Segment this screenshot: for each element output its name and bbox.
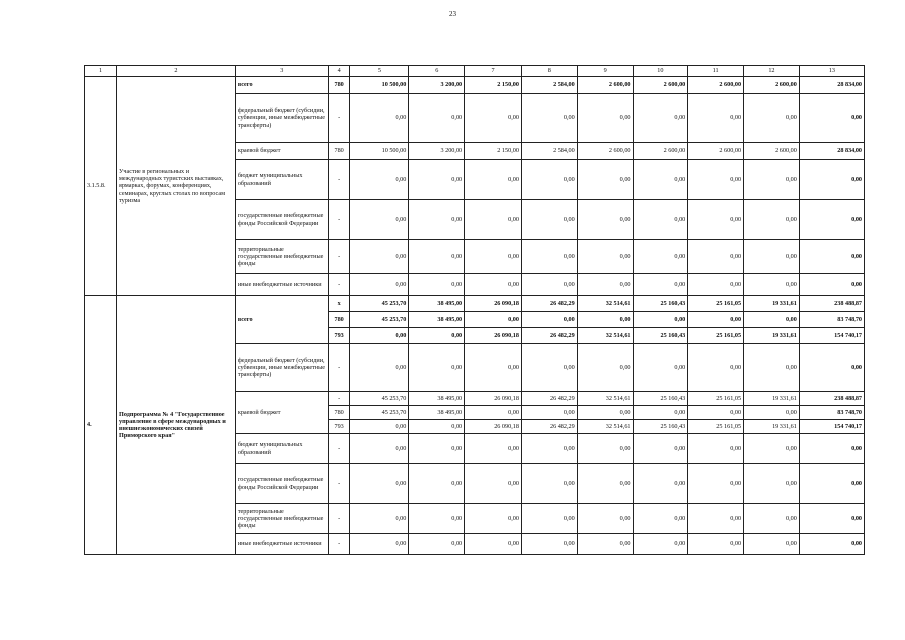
value-cell: 0,00 <box>465 312 522 328</box>
code-cell: - <box>328 344 350 392</box>
funding-source-label: всего <box>235 77 328 94</box>
value-cell: 0,00 <box>409 434 465 464</box>
column-number: 3 <box>235 66 328 77</box>
value-cell: 26 482,29 <box>521 392 577 406</box>
code-cell: х <box>328 296 350 312</box>
code-cell: - <box>328 200 350 240</box>
value-cell: 0,00 <box>744 312 800 328</box>
value-cell: 0,00 <box>577 464 633 504</box>
value-cell: 0,00 <box>409 504 465 534</box>
code-cell: - <box>328 504 350 534</box>
code-cell: 780 <box>328 312 350 328</box>
value-cell: 0,00 <box>744 406 800 420</box>
item-name: Подпрограмма № 4 "Государственное управление в сфере международных и внешнеэкономических связей Приморского края" <box>117 296 236 555</box>
value-cell: 0,00 <box>688 200 744 240</box>
value-cell: 0,00 <box>350 420 409 434</box>
value-cell: 0,00 <box>409 94 465 143</box>
total-cell: 0,00 <box>799 464 864 504</box>
value-cell: 2 584,00 <box>521 77 577 94</box>
total-cell: 0,00 <box>799 504 864 534</box>
value-cell: 0,00 <box>688 464 744 504</box>
value-cell: 0,00 <box>350 274 409 296</box>
value-cell: 26 090,18 <box>465 296 522 312</box>
value-cell: 0,00 <box>744 434 800 464</box>
code-cell: - <box>328 392 350 406</box>
total-cell: 154 740,17 <box>799 328 864 344</box>
value-cell: 0,00 <box>633 434 688 464</box>
value-cell: 0,00 <box>409 534 465 555</box>
value-cell: 0,00 <box>688 94 744 143</box>
value-cell: 0,00 <box>521 200 577 240</box>
value-cell: 0,00 <box>521 240 577 274</box>
column-number: 10 <box>633 66 688 77</box>
total-cell: 154 740,17 <box>799 420 864 434</box>
value-cell: 0,00 <box>633 200 688 240</box>
value-cell: 0,00 <box>744 344 800 392</box>
value-cell: 10 500,00 <box>350 77 409 94</box>
column-number: 11 <box>688 66 744 77</box>
value-cell: 32 514,61 <box>577 328 633 344</box>
value-cell: 2 150,00 <box>465 143 522 160</box>
value-cell: 0,00 <box>350 240 409 274</box>
value-cell: 0,00 <box>521 94 577 143</box>
value-cell: 0,00 <box>409 200 465 240</box>
code-cell: 793 <box>328 328 350 344</box>
value-cell: 0,00 <box>465 160 522 200</box>
column-number: 7 <box>465 66 522 77</box>
value-cell: 0,00 <box>409 240 465 274</box>
funding-source-label: всего <box>235 296 328 344</box>
funding-source-label: федеральный бюджет (субсидии, субвенции, иные межбюджетные трансферты) <box>235 344 328 392</box>
table-row <box>85 296 865 312</box>
value-cell: 19 331,61 <box>744 296 800 312</box>
value-cell: 38 495,00 <box>409 296 465 312</box>
column-number: 4 <box>328 66 350 77</box>
value-cell: 0,00 <box>521 344 577 392</box>
value-cell: 0,00 <box>633 344 688 392</box>
value-cell: 0,00 <box>409 328 465 344</box>
value-cell: 32 514,61 <box>577 420 633 434</box>
value-cell: 0,00 <box>521 160 577 200</box>
value-cell: 0,00 <box>465 406 522 420</box>
funding-source-label: краевой бюджет <box>235 392 328 434</box>
funding-source-label: бюджет муниципальных образований <box>235 434 328 464</box>
value-cell: 2 600,00 <box>688 77 744 94</box>
value-cell: 25 161,05 <box>688 420 744 434</box>
value-cell: 0,00 <box>688 240 744 274</box>
value-cell: 25 161,05 <box>688 296 744 312</box>
value-cell: 2 600,00 <box>744 143 800 160</box>
value-cell: 0,00 <box>633 464 688 504</box>
value-cell: 2 600,00 <box>633 143 688 160</box>
total-cell: 0,00 <box>799 434 864 464</box>
value-cell: 0,00 <box>521 274 577 296</box>
value-cell: 0,00 <box>465 344 522 392</box>
total-cell: 0,00 <box>799 94 864 143</box>
value-cell: 0,00 <box>465 274 522 296</box>
code-cell: 780 <box>328 77 350 94</box>
funding-source-label: бюджет муниципальных образований <box>235 160 328 200</box>
value-cell: 25 160,43 <box>633 420 688 434</box>
table-row <box>85 77 865 94</box>
value-cell: 26 090,18 <box>465 328 522 344</box>
total-cell: 28 834,00 <box>799 77 864 94</box>
value-cell: 0,00 <box>577 200 633 240</box>
value-cell: 0,00 <box>465 464 522 504</box>
value-cell: 0,00 <box>633 240 688 274</box>
value-cell: 0,00 <box>577 94 633 143</box>
value-cell: 45 253,70 <box>350 296 409 312</box>
value-cell: 45 253,70 <box>350 312 409 328</box>
value-cell: 25 160,43 <box>633 328 688 344</box>
value-cell: 0,00 <box>521 464 577 504</box>
value-cell: 0,00 <box>521 406 577 420</box>
value-cell: 0,00 <box>577 504 633 534</box>
value-cell: 10 500,00 <box>350 143 409 160</box>
value-cell: 3 200,00 <box>409 77 465 94</box>
code-cell: - <box>328 434 350 464</box>
value-cell: 19 331,61 <box>744 392 800 406</box>
value-cell: 0,00 <box>350 200 409 240</box>
total-cell: 0,00 <box>799 240 864 274</box>
value-cell: 0,00 <box>409 274 465 296</box>
value-cell: 0,00 <box>577 534 633 555</box>
funding-source-label: государственные внебюджетные фонды Российской Федерации <box>235 200 328 240</box>
value-cell: 0,00 <box>744 504 800 534</box>
value-cell: 0,00 <box>577 344 633 392</box>
value-cell: 2 600,00 <box>577 77 633 94</box>
value-cell: 0,00 <box>521 534 577 555</box>
column-number: 9 <box>577 66 633 77</box>
funding-source-label: краевой бюджет <box>235 143 328 160</box>
column-number: 8 <box>521 66 577 77</box>
budget-table <box>84 65 865 555</box>
funding-source-label: территориальные государственные внебюджетные фонды <box>235 240 328 274</box>
value-cell: 0,00 <box>688 434 744 464</box>
value-cell: 0,00 <box>577 240 633 274</box>
value-cell: 19 331,61 <box>744 328 800 344</box>
value-cell: 38 495,00 <box>409 406 465 420</box>
funding-source-label: иные внебюджетные источники <box>235 534 328 555</box>
value-cell: 0,00 <box>409 344 465 392</box>
value-cell: 0,00 <box>465 240 522 274</box>
value-cell: 38 495,00 <box>409 392 465 406</box>
value-cell: 0,00 <box>633 406 688 420</box>
code-cell: - <box>328 534 350 555</box>
column-number-row <box>85 66 865 77</box>
code-cell: - <box>328 274 350 296</box>
value-cell: 0,00 <box>350 434 409 464</box>
value-cell: 0,00 <box>688 312 744 328</box>
value-cell: 25 161,05 <box>688 392 744 406</box>
value-cell: 0,00 <box>688 504 744 534</box>
total-cell: 0,00 <box>799 200 864 240</box>
column-number: 1 <box>85 66 117 77</box>
value-cell: 0,00 <box>465 534 522 555</box>
value-cell: 26 482,29 <box>521 328 577 344</box>
code-cell: 780 <box>328 406 350 420</box>
value-cell: 3 200,00 <box>409 143 465 160</box>
value-cell: 2 150,00 <box>465 77 522 94</box>
value-cell: 0,00 <box>633 312 688 328</box>
value-cell: 0,00 <box>521 504 577 534</box>
funding-source-label: федеральный бюджет (субсидии, субвенции, иные межбюджетные трансферты) <box>235 94 328 143</box>
code-cell: - <box>328 464 350 504</box>
code-cell: - <box>328 160 350 200</box>
value-cell: 45 253,70 <box>350 392 409 406</box>
value-cell: 26 090,18 <box>465 392 522 406</box>
value-cell: 0,00 <box>577 274 633 296</box>
code-cell: 780 <box>328 143 350 160</box>
item-name: Участие в региональных и международных туристских выставках, ярмарках, форумах, конференциях, семинарах, круглых столах по вопросам туризма <box>117 77 236 296</box>
funding-source-label: государственные внебюджетные фонды Российской Федерации <box>235 464 328 504</box>
value-cell: 0,00 <box>350 504 409 534</box>
code-cell: 793 <box>328 420 350 434</box>
value-cell: 26 482,29 <box>521 420 577 434</box>
value-cell: 0,00 <box>577 160 633 200</box>
value-cell: 0,00 <box>744 160 800 200</box>
value-cell: 0,00 <box>633 160 688 200</box>
item-index: 4. <box>85 296 117 555</box>
value-cell: 0,00 <box>633 504 688 534</box>
value-cell: 0,00 <box>688 344 744 392</box>
value-cell: 2 600,00 <box>744 77 800 94</box>
column-number: 6 <box>409 66 465 77</box>
value-cell: 0,00 <box>409 420 465 434</box>
value-cell: 0,00 <box>744 240 800 274</box>
total-cell: 0,00 <box>799 344 864 392</box>
value-cell: 26 090,18 <box>465 420 522 434</box>
total-cell: 0,00 <box>799 534 864 555</box>
value-cell: 32 514,61 <box>577 392 633 406</box>
value-cell: 0,00 <box>465 434 522 464</box>
item-index: 3.1.5.8. <box>85 77 117 296</box>
value-cell: 0,00 <box>688 160 744 200</box>
value-cell: 0,00 <box>744 534 800 555</box>
value-cell: 19 331,61 <box>744 420 800 434</box>
value-cell: 0,00 <box>521 312 577 328</box>
funding-source-label: территориальные государственные внебюджетные фонды <box>235 504 328 534</box>
total-cell: 83 748,70 <box>799 312 864 328</box>
value-cell: 45 253,70 <box>350 406 409 420</box>
total-cell: 238 488,87 <box>799 392 864 406</box>
page-number: 23 <box>449 10 456 18</box>
value-cell: 0,00 <box>409 160 465 200</box>
value-cell: 0,00 <box>633 534 688 555</box>
total-cell: 28 834,00 <box>799 143 864 160</box>
value-cell: 0,00 <box>633 274 688 296</box>
value-cell: 0,00 <box>633 94 688 143</box>
value-cell: 2 600,00 <box>577 143 633 160</box>
value-cell: 0,00 <box>350 94 409 143</box>
total-cell: 0,00 <box>799 274 864 296</box>
code-cell: - <box>328 94 350 143</box>
table-body <box>85 66 865 555</box>
value-cell: 0,00 <box>744 464 800 504</box>
column-number: 12 <box>744 66 800 77</box>
value-cell: 0,00 <box>350 534 409 555</box>
value-cell: 0,00 <box>744 274 800 296</box>
value-cell: 0,00 <box>521 434 577 464</box>
value-cell: 38 495,00 <box>409 312 465 328</box>
value-cell: 0,00 <box>577 406 633 420</box>
value-cell: 0,00 <box>688 274 744 296</box>
value-cell: 0,00 <box>465 200 522 240</box>
column-number: 2 <box>117 66 236 77</box>
total-cell: 83 748,70 <box>799 406 864 420</box>
value-cell: 0,00 <box>465 94 522 143</box>
value-cell: 0,00 <box>465 504 522 534</box>
total-cell: 0,00 <box>799 160 864 200</box>
code-cell: - <box>328 240 350 274</box>
total-cell: 238 488,87 <box>799 296 864 312</box>
funding-source-label: иные внебюджетные источники <box>235 274 328 296</box>
value-cell: 0,00 <box>688 534 744 555</box>
value-cell: 0,00 <box>350 160 409 200</box>
value-cell: 25 160,43 <box>633 296 688 312</box>
value-cell: 2 600,00 <box>633 77 688 94</box>
column-number: 5 <box>350 66 409 77</box>
value-cell: 0,00 <box>350 464 409 504</box>
value-cell: 0,00 <box>350 328 409 344</box>
value-cell: 0,00 <box>688 406 744 420</box>
value-cell: 0,00 <box>577 434 633 464</box>
value-cell: 2 584,00 <box>521 143 577 160</box>
column-number: 13 <box>799 66 864 77</box>
value-cell: 32 514,61 <box>577 296 633 312</box>
value-cell: 25 161,05 <box>688 328 744 344</box>
value-cell: 0,00 <box>744 94 800 143</box>
value-cell: 0,00 <box>577 312 633 328</box>
value-cell: 0,00 <box>350 344 409 392</box>
value-cell: 2 600,00 <box>688 143 744 160</box>
value-cell: 0,00 <box>744 200 800 240</box>
value-cell: 26 482,29 <box>521 296 577 312</box>
value-cell: 0,00 <box>409 464 465 504</box>
value-cell: 25 160,43 <box>633 392 688 406</box>
